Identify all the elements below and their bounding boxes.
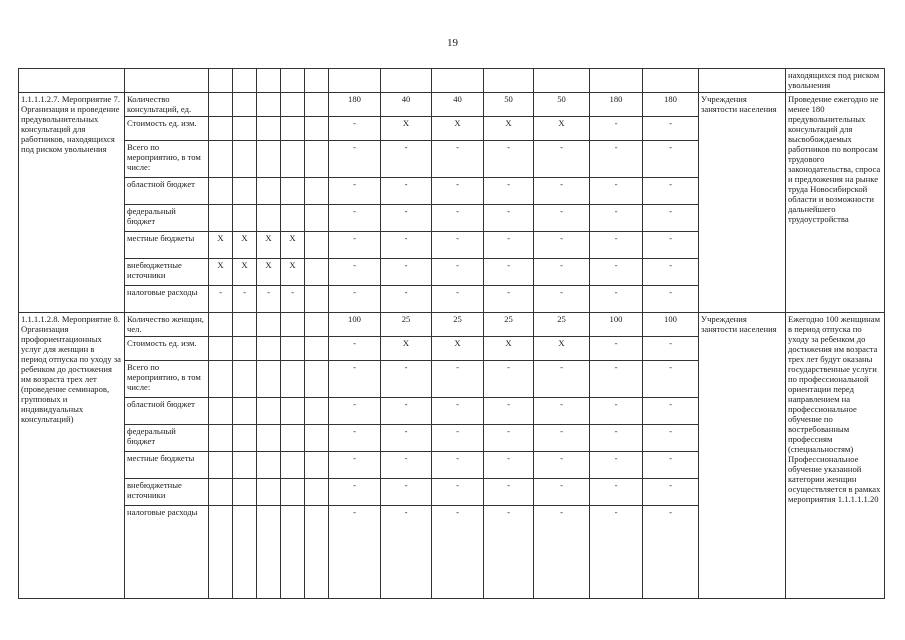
value-cell: -	[590, 205, 643, 232]
code-cell	[233, 141, 257, 178]
value-cell: -	[329, 361, 381, 398]
value-cell: -	[484, 286, 534, 313]
value-cell: -	[484, 259, 534, 286]
code-cell	[257, 506, 281, 599]
value-cell: 100	[329, 313, 381, 337]
blank-cell	[305, 259, 329, 286]
code-cell	[281, 398, 305, 425]
value-cell: -	[381, 205, 432, 232]
value-cell: -	[590, 232, 643, 259]
code-cell	[257, 141, 281, 178]
value-cell: -	[643, 117, 699, 141]
value-cell: -	[432, 425, 484, 452]
value-cell: X	[381, 117, 432, 141]
value-cell: -	[329, 259, 381, 286]
blank-cell	[305, 506, 329, 599]
indicator-label: федеральный бюджет	[125, 425, 209, 452]
value-cell: -	[484, 506, 534, 599]
code-cell	[257, 313, 281, 337]
value-cell: X	[484, 337, 534, 361]
value-cell: -	[484, 452, 534, 479]
value-cell: -	[484, 479, 534, 506]
code-cell: X	[257, 232, 281, 259]
blank-cell	[305, 425, 329, 452]
code-cell	[257, 205, 281, 232]
value-cell: X	[381, 337, 432, 361]
table-cell	[643, 69, 699, 93]
code-cell: -	[257, 286, 281, 313]
value-cell: -	[590, 117, 643, 141]
value-cell: -	[381, 398, 432, 425]
code-cell	[233, 117, 257, 141]
value-cell: -	[381, 452, 432, 479]
table-cell	[590, 69, 643, 93]
executor-cell: Учреждения занятости населения	[699, 93, 786, 313]
code-cell	[281, 425, 305, 452]
executor-cell: Учреждения занятости населения	[699, 313, 786, 599]
table-row	[19, 93, 885, 117]
table-cell	[484, 69, 534, 93]
blank-cell	[305, 337, 329, 361]
value-cell: -	[381, 259, 432, 286]
value-cell: -	[590, 286, 643, 313]
code-cell	[209, 425, 233, 452]
value-cell: -	[432, 479, 484, 506]
value-cell: -	[590, 361, 643, 398]
value-cell: X	[484, 117, 534, 141]
code-cell	[233, 337, 257, 361]
indicator-label: местные бюджеты	[125, 452, 209, 479]
indicator-label: Всего по мероприятию, в том числе:	[125, 361, 209, 398]
value-cell: -	[534, 178, 590, 205]
value-cell: -	[643, 361, 699, 398]
value-cell: 25	[432, 313, 484, 337]
indicator-label: областной бюджет	[125, 178, 209, 205]
indicator-label: Стоимость ед. изм.	[125, 117, 209, 141]
value-cell: -	[590, 398, 643, 425]
value-cell: -	[432, 286, 484, 313]
expected-result-cell: Ежегодно 100 женщинам в период отпуска по уходу за ребенком до достижения им возраста трех лет будут оказаны государственные услуги по профессиональной ориентации перед направлением на профессиональное обучение по востребованным профессиям (специальностям) Профессиональное обучение указанной категории женщин осуществляется в рамках мероприятия 1.1.1.1.1.20	[786, 313, 885, 599]
value-cell: X	[432, 337, 484, 361]
value-cell: -	[432, 178, 484, 205]
code-cell	[233, 205, 257, 232]
value-cell: -	[643, 286, 699, 313]
code-cell	[257, 178, 281, 205]
value-cell: 100	[590, 313, 643, 337]
code-cell	[281, 93, 305, 117]
indicator-label: Всего по мероприятию, в том числе:	[125, 141, 209, 178]
code-cell	[209, 479, 233, 506]
code-cell	[257, 398, 281, 425]
code-cell	[233, 452, 257, 479]
table-cell	[19, 69, 125, 93]
table-cell	[381, 69, 432, 93]
code-cell	[233, 398, 257, 425]
code-cell	[281, 452, 305, 479]
blank-cell	[305, 313, 329, 337]
value-cell: -	[643, 337, 699, 361]
table-cell	[257, 69, 281, 93]
code-cell	[233, 93, 257, 117]
blank-cell	[305, 178, 329, 205]
indicator-label: местные бюджеты	[125, 232, 209, 259]
value-cell: -	[534, 506, 590, 599]
value-cell: -	[643, 398, 699, 425]
value-cell: -	[643, 425, 699, 452]
code-cell: X	[257, 259, 281, 286]
table-cell	[125, 69, 209, 93]
program-table	[18, 68, 885, 599]
goal-cell-continuation: находящихся под риском увольнения	[786, 69, 885, 93]
value-cell: -	[534, 232, 590, 259]
code-cell	[233, 425, 257, 452]
blank-cell	[305, 286, 329, 313]
indicator-label: Количество консультаций, ед.	[125, 93, 209, 117]
code-cell	[281, 205, 305, 232]
code-cell: X	[209, 232, 233, 259]
program-table-body	[19, 69, 885, 599]
code-cell	[209, 93, 233, 117]
blank-cell	[305, 205, 329, 232]
value-cell: -	[534, 452, 590, 479]
value-cell: -	[643, 232, 699, 259]
value-cell: -	[484, 141, 534, 178]
indicator-label: налоговые расходы	[125, 506, 209, 599]
code-cell	[209, 506, 233, 599]
indicator-label: налоговые расходы	[125, 286, 209, 313]
value-cell: 180	[329, 93, 381, 117]
value-cell: -	[329, 141, 381, 178]
value-cell: -	[643, 141, 699, 178]
value-cell: -	[643, 506, 699, 599]
table-cell	[329, 69, 381, 93]
code-cell	[281, 479, 305, 506]
value-cell: -	[432, 205, 484, 232]
code-cell	[257, 425, 281, 452]
table-row	[19, 313, 885, 337]
value-cell: -	[484, 178, 534, 205]
code-cell	[209, 452, 233, 479]
code-cell	[209, 313, 233, 337]
table-cell	[281, 69, 305, 93]
measure-title-cell: 1.1.1.1.2.7. Мероприятие 7. Организация и проведение предувольнительных консультаций для работников, находящихся под риском увольнения	[19, 93, 125, 313]
code-cell	[281, 506, 305, 599]
value-cell: -	[329, 425, 381, 452]
value-cell: -	[329, 205, 381, 232]
value-cell: 180	[590, 93, 643, 117]
table-cell	[699, 69, 786, 93]
code-cell: X	[209, 259, 233, 286]
indicator-label: внебюджетные источники	[125, 259, 209, 286]
value-cell: 50	[534, 93, 590, 117]
value-cell: X	[534, 117, 590, 141]
value-cell: X	[534, 337, 590, 361]
value-cell: -	[534, 361, 590, 398]
value-cell: -	[484, 425, 534, 452]
value-cell: -	[590, 452, 643, 479]
indicator-label: областной бюджет	[125, 398, 209, 425]
value-cell: -	[590, 259, 643, 286]
code-cell	[209, 141, 233, 178]
value-cell: -	[329, 178, 381, 205]
value-cell: -	[484, 232, 534, 259]
value-cell: -	[643, 178, 699, 205]
code-cell: -	[281, 286, 305, 313]
value-cell: -	[381, 141, 432, 178]
code-cell: X	[281, 259, 305, 286]
value-cell: 180	[643, 93, 699, 117]
blank-cell	[305, 398, 329, 425]
value-cell: -	[534, 205, 590, 232]
value-cell: -	[432, 452, 484, 479]
code-cell	[257, 479, 281, 506]
code-cell	[209, 117, 233, 141]
code-cell	[281, 337, 305, 361]
blank-cell	[305, 452, 329, 479]
code-cell	[257, 361, 281, 398]
value-cell: -	[329, 506, 381, 599]
value-cell: 50	[484, 93, 534, 117]
blank-cell	[305, 141, 329, 178]
code-cell	[257, 337, 281, 361]
table-cell	[209, 69, 233, 93]
code-cell	[233, 178, 257, 205]
table-cell	[305, 69, 329, 93]
code-cell	[281, 178, 305, 205]
code-cell	[281, 361, 305, 398]
code-cell	[209, 178, 233, 205]
code-cell	[209, 361, 233, 398]
code-cell: -	[209, 286, 233, 313]
value-cell: -	[381, 178, 432, 205]
value-cell: -	[329, 337, 381, 361]
value-cell: -	[381, 479, 432, 506]
table-cell	[432, 69, 484, 93]
code-cell	[257, 452, 281, 479]
blank-cell	[305, 117, 329, 141]
value-cell: -	[590, 425, 643, 452]
code-cell	[233, 361, 257, 398]
value-cell: -	[534, 479, 590, 506]
code-cell	[233, 313, 257, 337]
code-cell	[257, 93, 281, 117]
value-cell: -	[484, 398, 534, 425]
table-cell	[233, 69, 257, 93]
indicator-label: федеральный бюджет	[125, 205, 209, 232]
value-cell: -	[329, 398, 381, 425]
value-cell: 100	[643, 313, 699, 337]
code-cell	[281, 117, 305, 141]
code-cell: -	[233, 286, 257, 313]
indicator-label: Стоимость ед. изм.	[125, 337, 209, 361]
value-cell: 25	[534, 313, 590, 337]
value-cell: -	[484, 361, 534, 398]
value-cell: -	[329, 286, 381, 313]
value-cell: -	[534, 286, 590, 313]
value-cell: -	[590, 337, 643, 361]
value-cell: -	[534, 141, 590, 178]
value-cell: -	[534, 398, 590, 425]
measure-title-cell: 1.1.1.1.2.8. Мероприятие 8. Организация профориентационных услуг для женщин в период отпуска по уходу за ребенком до достижения им возраста трех лет (проведение семинаров, групповых и индивидуальных консультаций)	[19, 313, 125, 599]
value-cell: -	[329, 117, 381, 141]
code-cell	[209, 205, 233, 232]
value-cell: -	[643, 259, 699, 286]
value-cell: X	[432, 117, 484, 141]
value-cell: -	[381, 286, 432, 313]
value-cell: -	[432, 141, 484, 178]
expected-result-cell: Проведение ежегодно не менее 180 предувольнительных консультаций для высвобождаемых работников по вопросам трудового законодательства, спроса и предложения на рынке труда Новосибирской области и возможности дальнейшего трудоустройства	[786, 93, 885, 313]
value-cell: 25	[381, 313, 432, 337]
value-cell: -	[329, 452, 381, 479]
code-cell: X	[281, 232, 305, 259]
value-cell: -	[643, 479, 699, 506]
value-cell: 25	[484, 313, 534, 337]
value-cell: -	[432, 398, 484, 425]
page-number: 19	[447, 37, 458, 49]
value-cell: -	[381, 506, 432, 599]
indicator-label: Количество женщин, чел.	[125, 313, 209, 337]
blank-cell	[305, 93, 329, 117]
value-cell: -	[590, 506, 643, 599]
value-cell: -	[534, 259, 590, 286]
code-cell: X	[233, 232, 257, 259]
code-cell	[209, 398, 233, 425]
value-cell: 40	[381, 93, 432, 117]
value-cell: -	[590, 178, 643, 205]
value-cell: -	[432, 361, 484, 398]
value-cell: -	[329, 479, 381, 506]
code-cell	[209, 337, 233, 361]
value-cell: 40	[432, 93, 484, 117]
value-cell: -	[432, 506, 484, 599]
value-cell: -	[643, 205, 699, 232]
code-cell	[281, 141, 305, 178]
code-cell	[281, 313, 305, 337]
code-cell	[233, 479, 257, 506]
blank-cell	[305, 361, 329, 398]
value-cell: -	[432, 259, 484, 286]
value-cell: -	[534, 425, 590, 452]
value-cell: -	[329, 232, 381, 259]
value-cell: -	[381, 232, 432, 259]
blank-cell	[305, 232, 329, 259]
value-cell: -	[381, 361, 432, 398]
code-cell	[257, 117, 281, 141]
table-cell	[534, 69, 590, 93]
code-cell	[233, 506, 257, 599]
value-cell: -	[484, 205, 534, 232]
blank-cell	[305, 479, 329, 506]
value-cell: -	[590, 141, 643, 178]
value-cell: -	[381, 425, 432, 452]
value-cell: -	[432, 232, 484, 259]
value-cell: -	[643, 452, 699, 479]
code-cell: X	[233, 259, 257, 286]
indicator-label: внебюджетные источники	[125, 479, 209, 506]
table-row-continuation	[19, 69, 885, 93]
value-cell: -	[590, 479, 643, 506]
